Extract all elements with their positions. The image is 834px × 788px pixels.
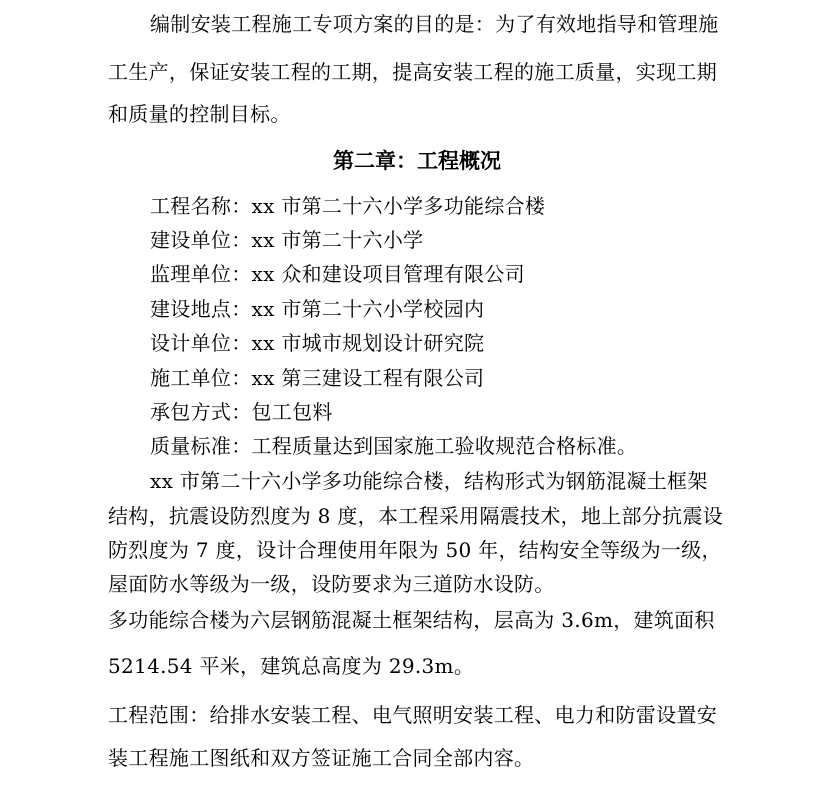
info-project-name: 工程名称：xx 市第二十六小学多功能综合楼 xyxy=(150,194,546,218)
info-contractor: 施工单位：xx 第三建设工程有限公司 xyxy=(150,366,485,390)
building-line-2: 5214.54 平米，建筑总高度为 29.3m。 xyxy=(108,654,475,678)
info-supervisor: 监理单位：xx 众和建设项目管理有限公司 xyxy=(150,262,525,286)
chapter-title: 第二章：工程概况 xyxy=(333,148,501,173)
intro-line-2: 工生产，保证安装工程的工期，提高安装工程的施工质量，实现工期 xyxy=(108,60,717,84)
structure-line-1: xx 市第二十六小学多功能综合楼，结构形式为钢筋混凝土框架 xyxy=(150,469,708,493)
structure-line-2: 结构，抗震设防烈度为 8 度，本工程采用隔震技术，地上部分抗震设 xyxy=(108,504,724,528)
scope-line-1: 工程范围：给排水安装工程、电气照明安装工程、电力和防雷设置安 xyxy=(108,703,717,727)
building-line-1: 多功能综合楼为六层钢筋混凝土框架结构，层高为 3.6m，建筑面积 xyxy=(108,608,715,632)
intro-line-3: 和质量的控制目标。 xyxy=(108,102,291,126)
info-designer: 设计单位：xx 市城市规划设计研究院 xyxy=(150,331,485,355)
scope-line-2: 装工程施工图纸和双方签证施工合同全部内容。 xyxy=(108,746,535,770)
info-location: 建设地点：xx 市第二十六小学校园内 xyxy=(150,297,485,321)
structure-line-3: 防烈度为 7 度，设计合理使用年限为 50 年，结构安全等级为一级， xyxy=(108,538,722,562)
info-owner: 建设单位：xx 市第二十六小学 xyxy=(150,228,424,252)
info-quality-standard: 质量标准：工程质量达到国家施工验收规范合格标准。 xyxy=(150,434,638,458)
intro-line-1: 编制安装工程施工专项方案的目的是：为了有效地指导和管理施 xyxy=(150,12,719,36)
structure-line-4: 屋面防水等级为一级，设防要求为三道防水设防。 xyxy=(108,572,555,596)
info-contract-type: 承包方式：包工包料 xyxy=(150,400,333,424)
